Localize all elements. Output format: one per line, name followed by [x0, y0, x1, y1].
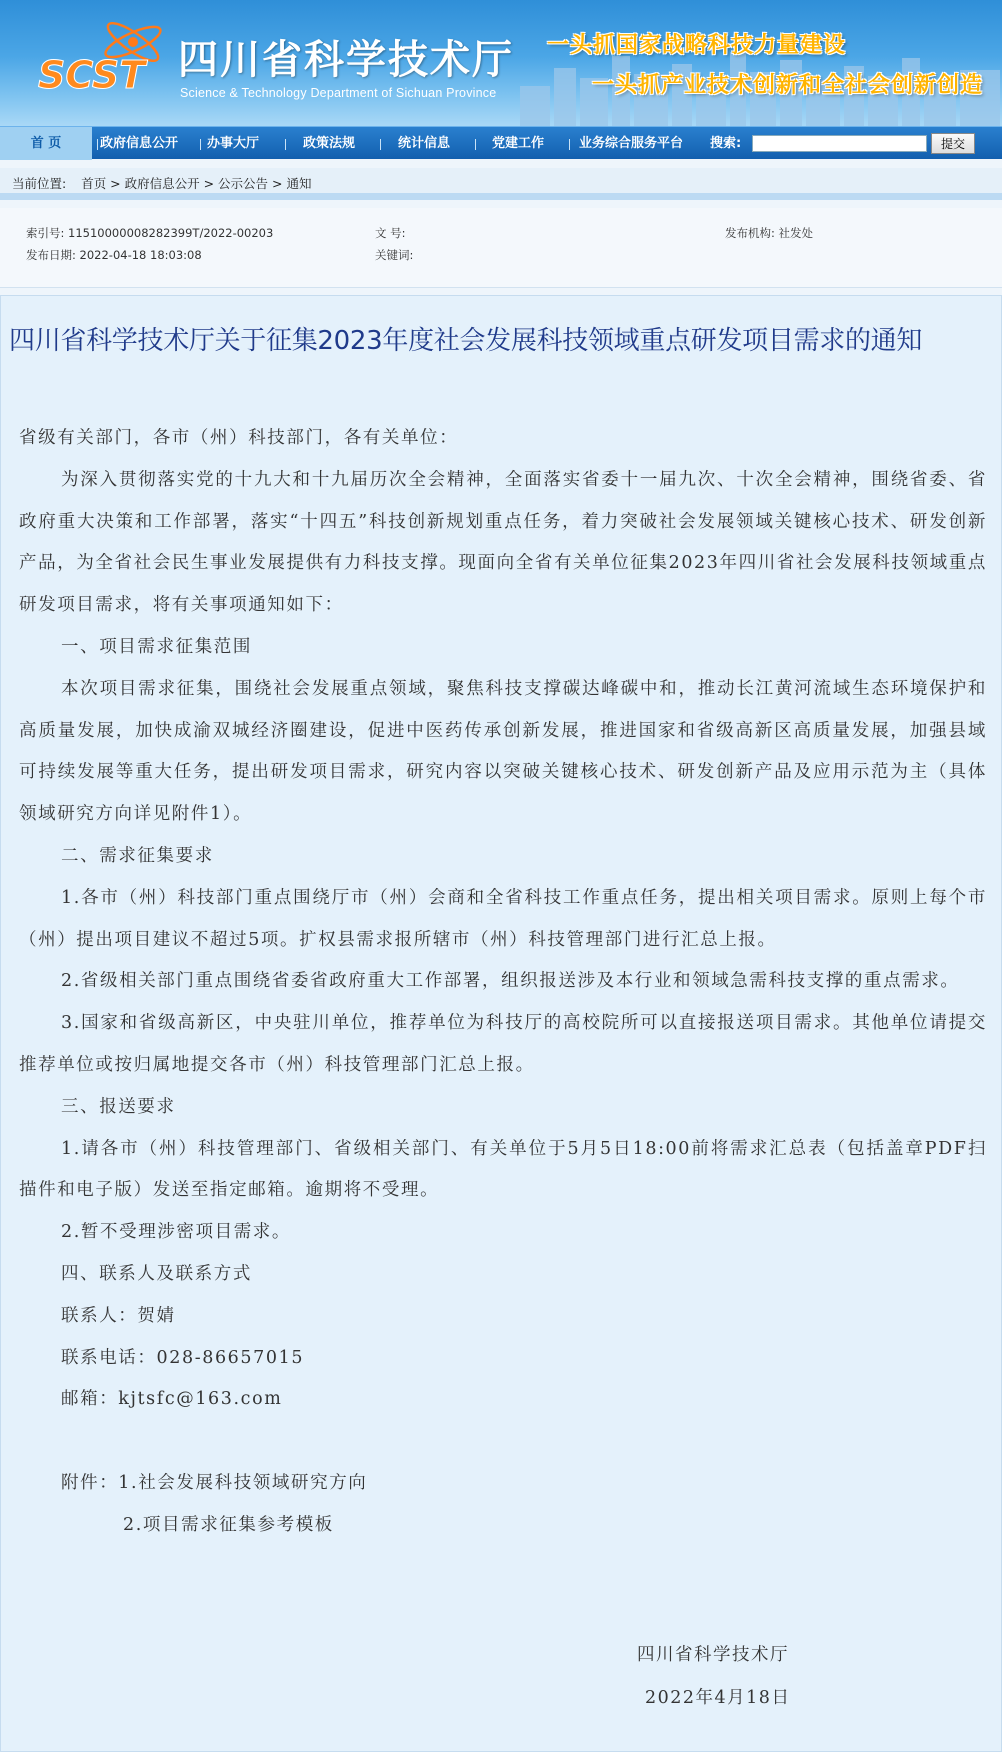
- paragraph: 2.暂不受理涉密项目需求。: [61, 1222, 291, 1243]
- scst-logo-icon: [38, 16, 178, 106]
- paragraph: 3.国家和省级高新区，中央驻川单位，推荐单位为科技厅的高校院所可以直接报送项目需求。其他单位请提交推荐单位或按归属地提交各市（州）科技管理部门汇总上报。: [19, 1013, 987, 1075]
- section-heading: 一、项目需求征集范围: [61, 636, 252, 657]
- breadcrumb-path[interactable]: 首页 > 政府信息公开 > 公示公告 > 通知: [81, 176, 312, 191]
- breadcrumb: [0, 168, 1002, 200]
- nav-separator: [475, 139, 476, 150]
- header-banner: [0, 0, 1002, 126]
- paragraph: 1.请各市（州）科技管理部门、省级相关部门、有关单位于5月5日18:00前将需求汇总表（包括盖章PDF扫描件和电子版）发送至指定邮箱。逾期将不受理。: [19, 1138, 987, 1201]
- slogan-line-2: 一头抓产业技术创新和全社会创新创造: [592, 73, 984, 98]
- nav-separator: [569, 139, 570, 150]
- section-heading: 三、报送要求: [61, 1096, 176, 1117]
- search-submit-button[interactable]: 提交: [931, 133, 975, 154]
- signature-date: 2022年4月18日: [645, 1688, 791, 1708]
- meta-docno-label: 文 号:: [375, 226, 406, 240]
- nav-party[interactable]: 党建工作: [492, 136, 545, 151]
- contact-person: 联系人：贺婧: [61, 1305, 176, 1326]
- attachment-1-link[interactable]: 附件：1.社会发展科技领域研究方向: [61, 1472, 368, 1493]
- main-nav: [0, 126, 1002, 159]
- breadcrumb-label: 当前位置:: [12, 176, 67, 191]
- nav-service-platform[interactable]: 业务综合服务平台: [579, 136, 684, 151]
- salutation: 省级有关部门，各市（州）科技部门，各有关单位：: [19, 428, 459, 448]
- article-body: [19, 418, 987, 1547]
- nav-separator: [200, 139, 201, 150]
- paragraph: 本次项目需求征集，围绕社会发展重点领域，聚焦科技支撑碳达峰碳中和，推动长江黄河流域生态环境保护和高质量发展，加快成渝双城经济圈建设，促进中医药传承创新发展，推进国家和省级高新区高质量发展，加强县域可持续发展等重大任务，提出研发项目需求，研究内容以突破关键核心技术、研发创新产品及应用示范为主（具体领域研究方向详见附件1）。: [19, 678, 987, 825]
- site-title: 四川省科学技术厅: [178, 36, 514, 83]
- attachment-2-link[interactable]: 2.项目需求征集参考模板: [123, 1514, 334, 1535]
- nav-policy[interactable]: 政策法规: [303, 136, 356, 151]
- meta-org-label: 发布机构:: [725, 226, 775, 240]
- paragraph: 为深入贯彻落实党的十九大和十九届历次全会精神，全面落实省委十一届九次、十次全会精神，围绕省委、省政府重大决策和工作部署，落实“十四五”科技创新规划重点任务，着力突破社会发展领域关键核心技术、研发创新产品，为全省社会民生事业发展提供有力科技支撑。现面向全省有关单位征集2023年四川省社会发展科技领域重点研发项目需求，将有关事项通知如下：: [19, 469, 987, 616]
- meta-index-value: 11510000008282399T/2022-00203: [68, 226, 274, 240]
- nav-home[interactable]: 首 页: [0, 127, 92, 160]
- nav-service-hall[interactable]: 办事大厅: [207, 136, 260, 151]
- nav-separator: [285, 139, 286, 150]
- nav-gov-info[interactable]: 政府信息公开: [100, 136, 179, 151]
- meta-index-label: 索引号:: [26, 226, 65, 240]
- logo-abbr: SCST: [38, 53, 146, 97]
- meta-org-value: 社发处: [778, 226, 814, 240]
- paragraph: 1.各市（州）科技部门重点围绕厅市（州）会商和全省科技工作重点任务，提出相关项目需求。原则上每个市（州）提出项目建议不超过5项。扩权县需求报所辖市（州）科技管理部门进行汇总上报。: [19, 887, 987, 950]
- search-input[interactable]: [752, 135, 927, 152]
- paragraph: 2.省级相关部门重点围绕省委省政府重大工作部署，组织报送涉及本行业和领域急需科技支撑的重点需求。: [61, 971, 960, 992]
- nav-separator: [97, 139, 98, 150]
- site-subtitle-en: Science & Technology Department of Sichuan Province: [180, 86, 497, 100]
- meta-date-value: 2022-04-18 18:03:08: [79, 248, 202, 262]
- meta-keywords-label: 关键词:: [375, 248, 414, 262]
- search-label: 搜索:: [710, 136, 742, 151]
- contact-email: 邮箱：kjtsfc@163.com: [61, 1389, 283, 1410]
- nav-separator: [380, 139, 381, 150]
- meta-date-label: 发布日期:: [26, 248, 76, 262]
- nav-statistics[interactable]: 统计信息: [398, 136, 451, 151]
- document-meta: [0, 208, 1002, 288]
- article-title: 四川省科学技术厅关于征集2023年度社会发展科技领域重点研发项目需求的通知: [9, 326, 923, 356]
- signature-org: 四川省科学技术厅: [637, 1645, 789, 1665]
- section-heading: 四、联系人及联系方式: [61, 1263, 252, 1284]
- article: [0, 295, 1002, 1752]
- section-heading: 二、需求征集要求: [61, 845, 214, 866]
- slogan-line-1: 一头抓国家战略科技力量建设: [547, 33, 847, 58]
- contact-phone: 联系电话：028-86657015: [61, 1347, 305, 1368]
